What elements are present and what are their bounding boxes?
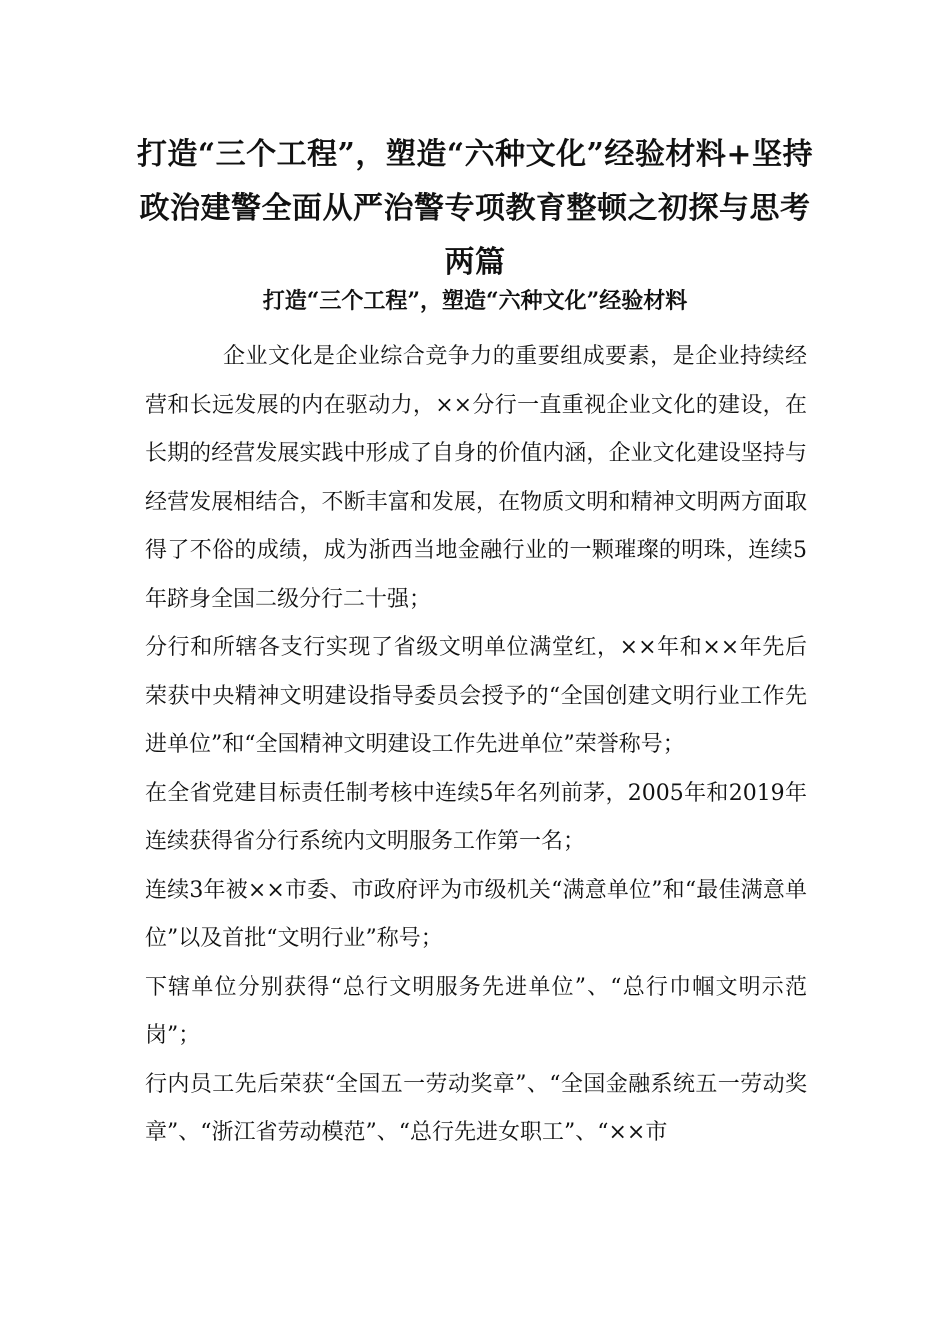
body-paragraph: 连续3年被××市委、市政府评为市级机关“满意单位”和“最佳满意单位”以及首批“文明行业”称号； <box>145 877 807 951</box>
body-paragraph: 分行和所辖各支行实现了省级文明单位满堂红，××年和××年先后荣获中央精神文明建设指导委员会授予的“全国创建文明行业工作先进单位”和“全国精神文明建设工作先进单位”荣誉称号； <box>145 635 807 757</box>
section-title: 打造“三个工程”，塑造“六种文化”经验材料 <box>262 288 688 314</box>
body-paragraph: 在全省党建目标责任制考核中连续5年名列前茅，2005年和2019年连续获得省分行系统内文明服务工作第一名； <box>145 780 807 854</box>
document-title: 打造“三个工程”，塑造“六种文化”经验材料+坚持政治建警全面从严治警专项教育整顿之初探与思考两篇 <box>136 137 814 280</box>
body-paragraph: 企业文化是企业综合竞争力的重要组成要素，是企业持续经营和长远发展的内在驱动力，××分行一直重视企业文化的建设，在长期的经营发展实践中形成了自身的价值内涵，企业文化建设坚持与经营发展相结合，不断丰富和发展，在物质文明和精神文明两方面取得了不俗的成绩，成为浙西当地金融行业的一颗璀璨的明珠，连续5年跻身全国二级分行二十强； <box>145 344 807 612</box>
document-body <box>145 333 807 1158</box>
body-paragraph: 下辖单位分别获得“总行文明服务先进单位”、“总行巾帼文明示范岗”； <box>145 974 807 1048</box>
body-paragraph: 行内员工先后荣获“全国五一劳动奖章”、“全国金融系统五一劳动奖章”、“浙江省劳动模范”、“总行先进女职工”、“××市 <box>145 1071 807 1145</box>
